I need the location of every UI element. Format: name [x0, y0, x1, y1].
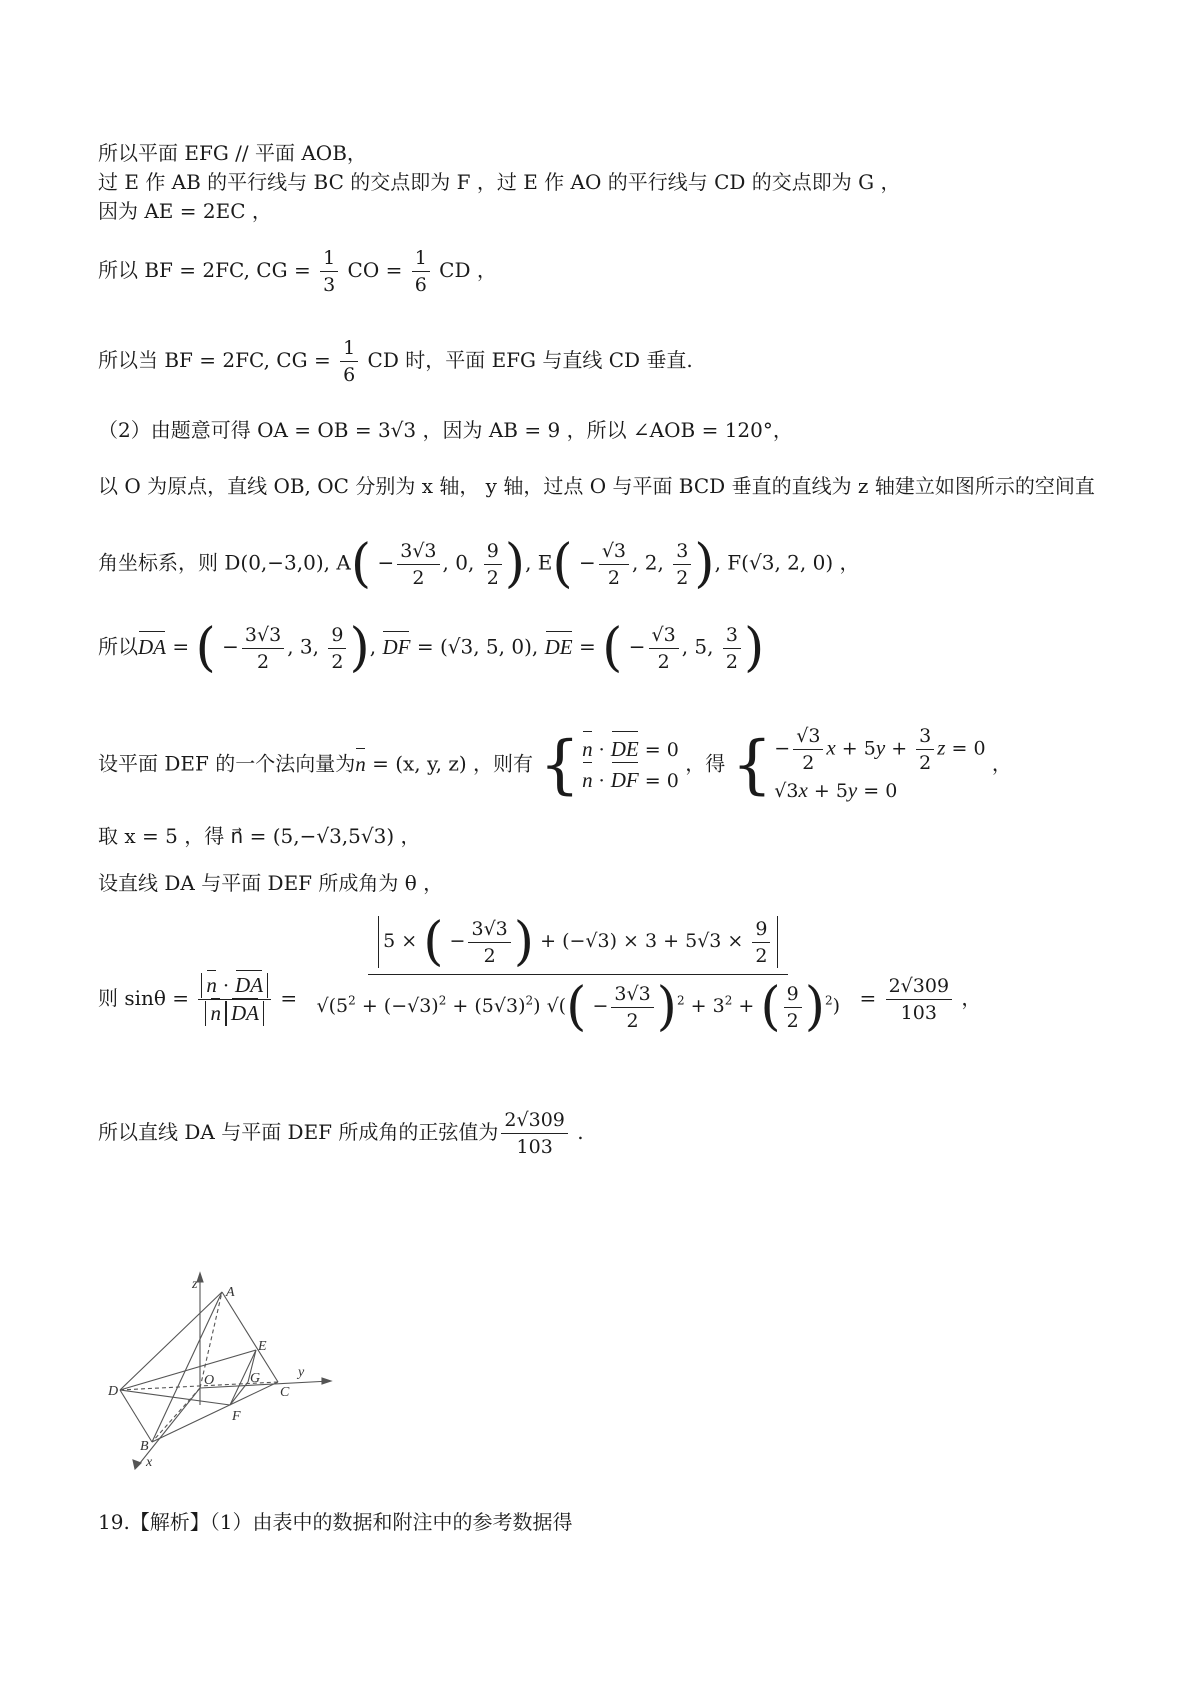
text-line-10-normal-vector: 设平面 DEF 的一个法向量为n = (x, y, z) ，则有 { n · DE = 0 n · DF = 0 ，得 { − $\frac{√3}{2}$ x + 5y + $\frac{3}{2}$ z = 0 √3x + 5y = 0 ， [98, 724, 1012, 806]
fraction-sine-computation: 5 × ( − $\frac{3√3}{2}$ ) + (−√3) × 3 + 5√3 × $\frac{9}{2}$ $√(5^2 + (-√3)^2 + (5√3)^2)$ √(( − $\frac{3√3}{2}$ )$^2 + 3^2$ + ( $\frac{9}{2}$ )$^2$) [316, 912, 841, 1037]
fraction-de-z: $\frac{3}{2}$ [723, 623, 741, 674]
fraction-e-x: $\frac{√3}{2}$ [599, 539, 629, 590]
fraction-result: $\frac{2√309}{103}$ [886, 974, 952, 1025]
text-line-2: 过 E 作 AB 的平行线与 BC 的交点即为 F ，过 E 作 AO 的平行线与 CD 的交点即为 G ， [98, 170, 901, 194]
text-line-14: 所以直线 DA 与平面 DEF 所成角的正弦值为 $\frac{2√309}{103}$ . [98, 1109, 584, 1158]
equation-system-2: { − $\frac{√3}{2}$ x + 5y + $\frac{3}{2}$ z = 0 √3x + 5y = 0 [731, 725, 986, 802]
coordinate-figure [108, 1270, 338, 1470]
vector-de: DE [544, 634, 573, 659]
text-line-1: 所以平面 EFG // 平面 AOB， [98, 141, 367, 165]
fraction-da-x: $\frac{3√3}{2}$ [242, 623, 284, 674]
text-line-3: 因为 AE = 2EC ， [98, 199, 272, 223]
fraction-sine-definition: $\frac{n \cdot DA}{\text{n DA}}$ [198, 973, 271, 1026]
fraction-one-third: $\frac{1}{3}$ [320, 246, 338, 297]
label-z: z [192, 1277, 198, 1292]
text-line-5: 所以当 BF = 2FC, CG = $\frac{1}{6}$ CD 时，平面 EFG 与直线 CD 垂直. [98, 337, 693, 386]
fraction-a-z: $\frac{9}{2}$ [484, 539, 502, 590]
fraction-de-x: $\frac{√3}{2}$ [649, 623, 679, 674]
label-d: D [108, 1384, 119, 1399]
text-line-12: 设直线 DA 与平面 DEF 所成角为 θ ， [98, 871, 444, 895]
fraction-final-result: $\frac{2√309}{103}$ [501, 1108, 567, 1159]
text-line-13-sine-formula: 则 sinθ = $\frac{n \cdot DA}{\text{n DA}}$ = 5 × ( − $\frac{3√3}{2}$ ) + (−√3) × 3 + 5√3 × $\frac{9}{2}$ $√(5^2 + (-√3)^2 + (5√3)^2)$ √(( − $\frac{3√3}{2}$ )$^2 + 3^2$ + ( $\frac{9}{2}$ )$^2$) = $\frac{2√309}{103}$ ， [98, 912, 982, 1037]
label-f: F [232, 1409, 241, 1424]
fraction-da-z: $\frac{9}{2}$ [328, 623, 346, 674]
text-line-4: 所以 BF = 2FC, CG = $\frac{1}{3}$ CO = $\frac{1}{6}$ CD ， [98, 247, 497, 296]
text-line-6: （2）由题意可得 OA = OB = 3√3 ，因为 AB = 9 ，所以 ∠AOB = 120°， [98, 418, 793, 442]
label-a: A [226, 1285, 235, 1300]
label-b: B [140, 1439, 149, 1454]
fraction-one-sixth: $\frac{1}{6}$ [412, 246, 430, 297]
text-line-11: 取 x = 5 ，得 n⃗ = (5,−√3,5√3) ， [98, 824, 421, 848]
equation-system-1: { n · DE = 0 n · DF = 0 [539, 728, 679, 802]
text-line-9-vectors: 所以DA = ( − $\frac{3√3}{2}$ , 3, $\frac{9}{2}$ ), DF = (√3, 5, 0), DE = ( − $\frac{√3}{2}$ , 5, $\frac{3}{2}$ ) [98, 618, 765, 678]
label-x: x [146, 1455, 153, 1470]
vector-df: DF [382, 634, 411, 659]
label-c: C [280, 1385, 290, 1400]
label-o: O [204, 1373, 215, 1388]
text-line-15: 19.【解析】（1）由表中的数据和附注中的参考数据得 [98, 1510, 573, 1534]
text-line-8-coordinates: 角坐标系，则 D(0,−3,0), A( − $\frac{3√3}{2}$ , 0, $\frac{9}{2}$ ), E( − $\frac{√3}{2}$ , 2, $\frac{3}{2}$ ), F(√3, 2, 0) ， [98, 534, 860, 594]
fraction-a-x: $\frac{3√3}{2}$ [397, 539, 439, 590]
fraction-one-sixth-b: $\frac{1}{6}$ [340, 336, 358, 387]
text-line-7: 以 O 为原点，直线 OB, OC 分别为 x 轴， y 轴，过点 O 与平面 BCD 垂直的直线为 z 轴建立如图所示的空间直 [98, 474, 1095, 498]
label-e: E [258, 1339, 267, 1354]
label-g: G [250, 1371, 261, 1386]
label-y: y [298, 1365, 305, 1380]
vector-da: DA [138, 634, 166, 659]
fraction-e-z: $\frac{3}{2}$ [673, 539, 691, 590]
coordinate-figure-svg [108, 1270, 338, 1470]
